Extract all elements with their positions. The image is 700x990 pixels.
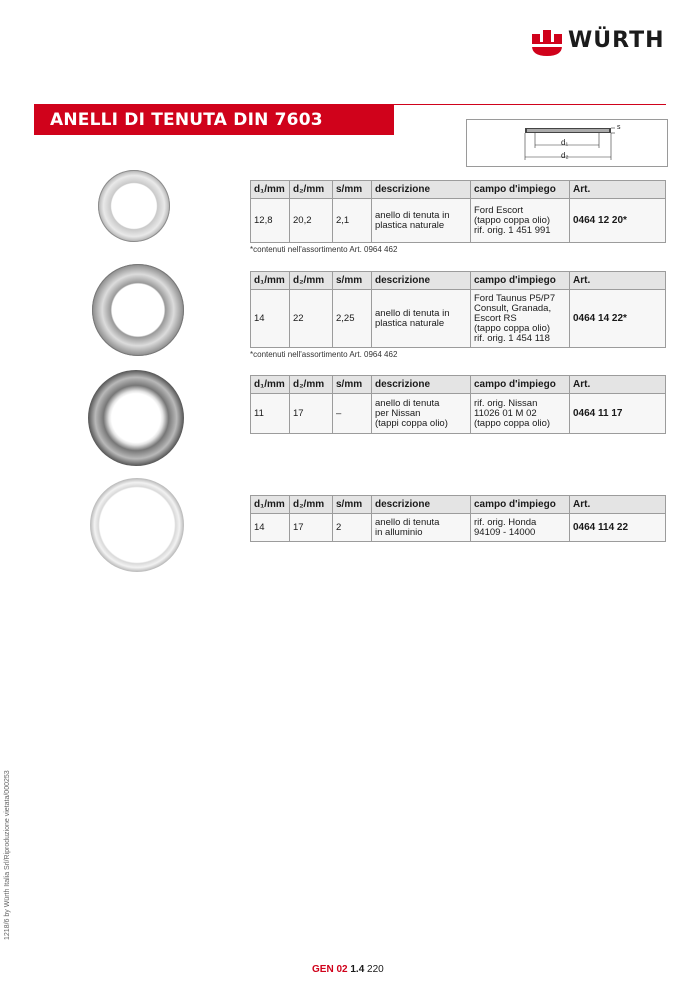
header-s: s/mm	[333, 376, 372, 394]
header-d1: d₁/mm	[251, 496, 290, 514]
cell-use: Ford Taunus P5/P7 Consult, Granada, Escort RS (tappo coppa olio) rif. orig. 1 454 118	[471, 290, 570, 348]
header-description: descrizione	[372, 272, 471, 290]
header-d2: d₂/mm	[290, 496, 333, 514]
table-header-row	[251, 376, 666, 394]
diagram-label-d1: d₁	[561, 138, 569, 147]
cell-article-number: 0464 12 20*	[570, 199, 666, 243]
cell-s: 2	[333, 514, 372, 542]
cell-description: anello di tenuta per Nissan (tappi coppa olio)	[372, 394, 471, 434]
table-row	[251, 394, 666, 434]
header-use: campo d'impiego	[471, 181, 570, 199]
header-d1: d₁/mm	[251, 181, 290, 199]
table-row	[251, 514, 666, 542]
ring-image-2	[92, 264, 184, 356]
cell-d1: 14	[251, 514, 290, 542]
cell-d1: 11	[251, 394, 290, 434]
header-use: campo d'impiego	[471, 496, 570, 514]
header-art: Art.	[570, 496, 666, 514]
footer-section: GEN 02	[312, 964, 348, 975]
diagram-label-s: s	[617, 124, 621, 131]
footer-page-number: 220	[367, 964, 384, 975]
table-header-row	[251, 181, 666, 199]
footnote-1: *contenuti nell'assortimento Art. 0964 462	[250, 245, 398, 254]
header-art: Art.	[570, 272, 666, 290]
ring-image-3	[88, 370, 184, 466]
cell-d1: 14	[251, 290, 290, 348]
page-title: ANELLI DI TENUTA DIN 7603	[50, 110, 323, 130]
footnote-2: *contenuti nell'assortimento Art. 0964 462	[250, 350, 398, 359]
brand-name: WÜRTH	[568, 28, 665, 53]
header-use: campo d'impiego	[471, 376, 570, 394]
header-d1: d₁/mm	[251, 272, 290, 290]
header-s: s/mm	[333, 272, 372, 290]
cell-article-number: 0464 11 17	[570, 394, 666, 434]
cell-use: rif. orig. Honda 94109 - 14000	[471, 514, 570, 542]
diagram-label-d2: d₂	[561, 151, 569, 160]
header-d1: d₁/mm	[251, 376, 290, 394]
header-art: Art.	[570, 181, 666, 199]
page-footer	[312, 964, 384, 975]
table-row	[251, 199, 666, 243]
cell-article-number: 0464 114 22	[570, 514, 666, 542]
cell-s: –	[333, 394, 372, 434]
header-use: campo d'impiego	[471, 272, 570, 290]
cell-description: anello di tenuta in plastica naturale	[372, 199, 471, 243]
cell-d2: 22	[290, 290, 333, 348]
header-s: s/mm	[333, 181, 372, 199]
ring-image-4	[90, 478, 184, 572]
cell-s: 2,25	[333, 290, 372, 348]
cell-article-number: 0464 14 22*	[570, 290, 666, 348]
header-s: s/mm	[333, 496, 372, 514]
cell-d2: 20,2	[290, 199, 333, 243]
title-band	[34, 105, 394, 135]
wurth-logo-mark-icon	[530, 28, 564, 58]
header-description: descrizione	[372, 496, 471, 514]
header-description: descrizione	[372, 181, 471, 199]
footer-chapter: 1.4	[350, 964, 365, 975]
cell-d2: 17	[290, 394, 333, 434]
cell-use: Ford Escort (tappo coppa olio) rif. orig. 1 451 991	[471, 199, 570, 243]
header-d2: d₂/mm	[290, 181, 333, 199]
cell-use: rif. orig. Nissan 11026 01 M 02 (tappo coppa olio)	[471, 394, 570, 434]
cell-s: 2,1	[333, 199, 372, 243]
header-art: Art.	[570, 376, 666, 394]
cell-description: anello di tenuta in plastica naturale	[372, 290, 471, 348]
copyright-side-text: 1218/6 by Würth Italia Srl/Riproduzione vietata/000253	[4, 770, 11, 940]
header-d2: d₂/mm	[290, 376, 333, 394]
cell-description: anello di tenuta in alluminio	[372, 514, 471, 542]
table-header-row	[251, 272, 666, 290]
ring-image-1	[98, 170, 170, 242]
cell-d1: 12,8	[251, 199, 290, 243]
dimension-diagram	[466, 119, 668, 167]
product-table-1	[250, 180, 666, 243]
header-d2: d₂/mm	[290, 272, 333, 290]
product-table-3	[250, 375, 666, 434]
header-description: descrizione	[372, 376, 471, 394]
table-row	[251, 290, 666, 348]
cell-d2: 17	[290, 514, 333, 542]
table-header-row	[251, 496, 666, 514]
product-table-4	[250, 495, 666, 542]
product-table-2	[250, 271, 666, 348]
wurth-logo	[530, 26, 670, 62]
